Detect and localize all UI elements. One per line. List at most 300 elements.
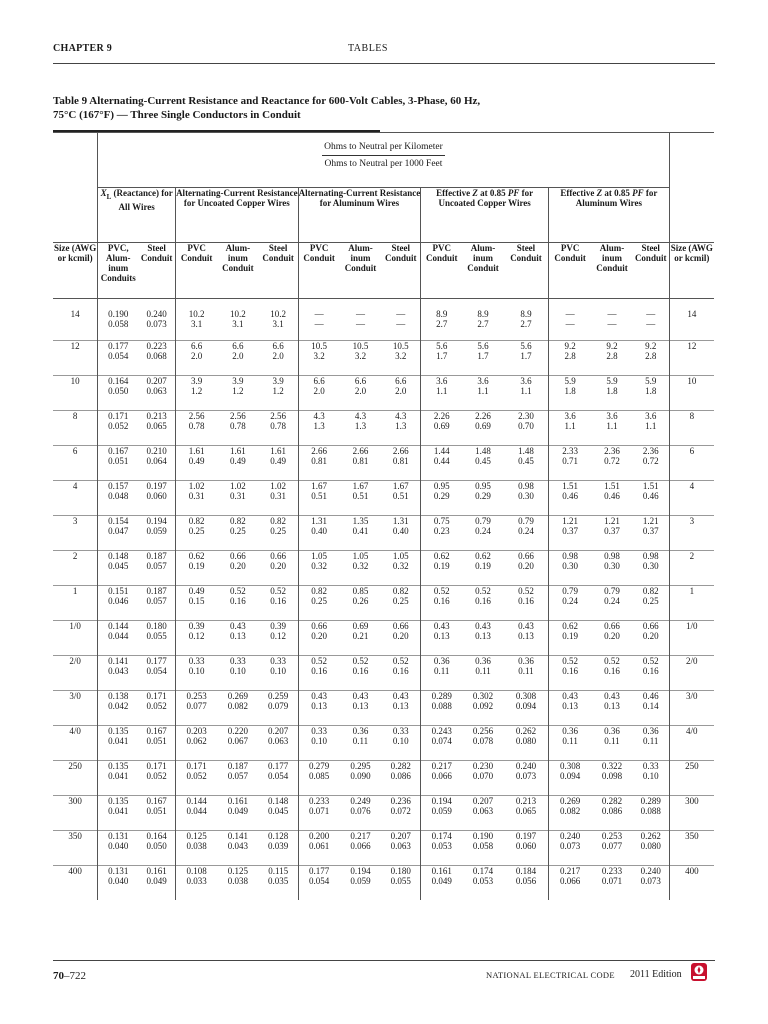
value-per-km: 0.144	[108, 621, 129, 631]
column-header: Alum-inum Conduit	[591, 243, 633, 299]
value-per-km: 0.79	[562, 586, 579, 596]
size-cell: 4	[53, 481, 98, 516]
value-cell	[381, 796, 420, 831]
value-cell	[504, 551, 549, 586]
value-per-km: 0.33	[642, 761, 659, 771]
value-per-km: 0.187	[146, 586, 167, 596]
value-per-km: 2.26	[433, 411, 450, 421]
value-cell	[591, 691, 633, 726]
size-cell: 12	[53, 341, 98, 376]
value-per-kft: 0.059	[350, 876, 371, 886]
value-per-kft: 0.066	[431, 771, 452, 781]
value-per-kft: 0.20	[311, 631, 328, 641]
value-per-km: 1.67	[311, 481, 328, 491]
value-per-km: 0.236	[390, 796, 411, 806]
value-per-kft: 0.37	[562, 526, 579, 536]
table-row	[53, 796, 714, 831]
value-per-km: 0.177	[309, 866, 330, 876]
value-per-km: 0.98	[562, 551, 579, 561]
value-per-km: 3.9	[232, 376, 244, 386]
value-per-kft: 3.2	[313, 351, 325, 361]
column-header: Steel Conduit	[138, 243, 175, 299]
value-per-kft: 0.24	[475, 526, 491, 536]
value-per-kft: 0.088	[431, 701, 452, 711]
value-per-km: 0.36	[518, 656, 534, 666]
value-per-kft: 0.038	[186, 841, 207, 851]
value-per-kft: 0.16	[230, 596, 246, 606]
value-per-kft: 0.16	[392, 666, 409, 676]
xl-symbol: X	[100, 188, 107, 198]
value-per-km: 0.177	[268, 761, 289, 771]
value-per-km: 0.167	[146, 796, 167, 806]
value-per-kft: 0.31	[270, 491, 287, 501]
value-per-kft: 0.46	[562, 491, 579, 501]
value-cell	[298, 831, 340, 866]
value-per-km: 10.2	[230, 309, 246, 319]
value-per-kft: 0.085	[309, 771, 330, 781]
value-per-km: 0.308	[515, 691, 537, 701]
value-cell	[217, 299, 259, 341]
value-per-km: 0.52	[392, 656, 409, 666]
column-header: Alum-inum Conduit	[462, 243, 504, 299]
value-per-kft: 0.13	[562, 701, 579, 711]
value-cell	[176, 299, 218, 341]
value-per-kft: 1.8	[564, 386, 576, 396]
size-cell: 350	[53, 831, 98, 866]
value-per-km: 0.82	[392, 586, 409, 596]
value-per-km: 0.174	[431, 831, 452, 841]
value-cell	[591, 376, 633, 411]
value-per-kft: 0.043	[227, 841, 249, 851]
value-cell	[340, 411, 382, 446]
value-cell	[421, 866, 463, 901]
value-per-kft: 0.45	[518, 456, 534, 466]
value-per-kft: 0.78	[230, 421, 246, 431]
value-per-kft: 0.057	[146, 561, 167, 571]
group-ac-copper: Alternating-Current Resistance for Uncoated Copper Wires	[176, 188, 299, 243]
value-per-km: 3.6	[606, 411, 618, 421]
value-per-kft: 1.7	[436, 351, 448, 361]
value-per-km: 0.240	[640, 866, 661, 876]
value-per-km: 0.190	[108, 309, 129, 319]
value-cell	[217, 831, 259, 866]
value-cell	[98, 691, 139, 726]
value-per-km: 0.164	[108, 376, 129, 386]
value-per-kft: 0.051	[108, 456, 129, 466]
value-per-kft: 0.065	[146, 421, 167, 431]
value-per-kft: 0.092	[472, 701, 494, 711]
value-per-km: 0.128	[268, 831, 289, 841]
value-per-kft: —	[355, 319, 365, 329]
value-cell	[504, 516, 549, 551]
value-per-km: 5.9	[606, 376, 618, 386]
value-cell	[259, 691, 298, 726]
value-cell	[217, 411, 259, 446]
value-per-km: 0.135	[108, 796, 129, 806]
code-name: NATIONAL ELECTRICAL CODE	[486, 970, 615, 980]
value-per-km: 0.125	[227, 866, 249, 876]
value-per-kft: 0.11	[475, 666, 491, 676]
value-cell	[549, 656, 592, 691]
value-per-km: 0.82	[270, 516, 287, 526]
value-per-km: 0.213	[515, 796, 537, 806]
value-per-kft: 0.059	[146, 526, 167, 536]
size-cell: 1	[53, 586, 98, 621]
size-cell-right: 4/0	[669, 726, 714, 761]
value-cell	[259, 726, 298, 761]
value-per-kft: 0.066	[350, 841, 371, 851]
value-per-km: 8.9	[477, 309, 489, 319]
value-per-km: 6.6	[190, 341, 203, 351]
value-per-kft: 0.050	[146, 841, 167, 851]
value-per-kft: 0.076	[350, 806, 371, 816]
value-cell	[340, 796, 382, 831]
value-per-kft: 0.45	[475, 456, 491, 466]
value-per-km: 0.180	[146, 621, 167, 631]
value-per-km: 0.187	[146, 551, 167, 561]
value-per-kft: 0.063	[390, 841, 411, 851]
value-per-kft: 2.7	[436, 319, 448, 329]
value-per-km: 3.6	[477, 376, 489, 386]
value-per-kft: 0.30	[562, 561, 579, 571]
value-per-kft: 0.40	[311, 526, 328, 536]
value-per-km: 5.9	[564, 376, 576, 386]
value-per-kft: 0.043	[108, 666, 129, 676]
value-per-km: 0.98	[518, 481, 534, 491]
value-cell	[176, 411, 218, 446]
value-per-km: 0.253	[601, 831, 623, 841]
value-cell	[549, 481, 592, 516]
value-cell	[549, 446, 592, 481]
value-per-km: 0.62	[433, 551, 450, 561]
value-per-km: 1.51	[642, 481, 659, 491]
group-ez-aluminum: Effective Z at 0.85 PF for Aluminum Wires	[549, 188, 670, 243]
value-per-km: 0.197	[146, 481, 167, 491]
value-per-km: 2.33	[562, 446, 579, 456]
value-cell	[633, 481, 669, 516]
value-per-kft: 0.040	[108, 841, 129, 851]
value-cell	[504, 586, 549, 621]
nfpa-logo-icon	[690, 962, 708, 982]
value-per-kft: 0.073	[515, 771, 537, 781]
value-per-km: 0.259	[268, 691, 289, 701]
value-cell	[340, 481, 382, 516]
value-per-kft: 2.0	[190, 351, 203, 361]
value-cell	[340, 866, 382, 901]
size-cell: 8	[53, 411, 98, 446]
value-per-kft: 0.12	[188, 631, 205, 641]
value-per-km: 0.240	[146, 309, 167, 319]
footer-divider	[53, 960, 715, 961]
value-per-kft: 0.13	[352, 701, 369, 711]
value-per-km: 0.161	[146, 866, 167, 876]
value-per-km: 0.240	[560, 831, 581, 841]
value-per-km: 1.31	[311, 516, 328, 526]
value-cell	[298, 551, 340, 586]
size-cell: 3/0	[53, 691, 98, 726]
value-per-km: 0.256	[472, 726, 494, 736]
value-per-kft: 0.20	[642, 631, 659, 641]
value-per-kft: 0.72	[604, 456, 620, 466]
value-per-km: 0.79	[475, 516, 491, 526]
value-cell	[549, 621, 592, 656]
value-per-kft: 0.20	[230, 561, 246, 571]
value-cell	[176, 656, 218, 691]
value-per-kft: —	[314, 319, 324, 329]
value-per-kft: 0.064	[146, 456, 167, 466]
value-cell	[98, 446, 139, 481]
value-per-km: 3.9	[272, 376, 284, 386]
value-cell	[462, 481, 504, 516]
value-per-km: 0.69	[352, 621, 369, 631]
value-per-kft: 0.11	[434, 666, 450, 676]
value-cell	[504, 376, 549, 411]
size-cell: 4/0	[53, 726, 98, 761]
value-cell	[176, 761, 218, 796]
value-per-kft: 0.71	[562, 456, 579, 466]
group-ez-copper: Effective Z at 0.85 PF for Uncoated Copper Wires	[421, 188, 549, 243]
value-per-km: 0.282	[601, 796, 623, 806]
value-per-kft: 0.044	[108, 631, 129, 641]
value-per-km: 0.43	[562, 691, 579, 701]
value-per-km: 0.223	[146, 341, 167, 351]
value-per-km: 0.82	[642, 586, 659, 596]
value-per-km: 4.3	[313, 411, 325, 421]
value-per-km: 9.2	[645, 341, 657, 351]
xl-label: (Reactance) for All Wires	[113, 188, 173, 212]
value-per-kft: 0.19	[475, 561, 491, 571]
value-per-km: 0.249	[350, 796, 371, 806]
value-cell	[462, 656, 504, 691]
value-per-kft: 0.044	[186, 806, 207, 816]
value-cell	[591, 411, 633, 446]
value-cell	[633, 341, 669, 376]
value-cell	[98, 481, 139, 516]
value-per-km: 0.194	[350, 866, 371, 876]
value-per-kft: 0.088	[640, 806, 661, 816]
value-cell	[504, 726, 549, 761]
value-per-kft: 0.16	[352, 666, 369, 676]
value-per-km: 8.9	[520, 309, 532, 319]
value-cell	[633, 796, 669, 831]
value-cell	[633, 691, 669, 726]
value-per-kft: 0.094	[560, 771, 581, 781]
value-per-km: 0.240	[515, 761, 537, 771]
value-per-km: 0.262	[515, 726, 537, 736]
value-per-km: 1.61	[188, 446, 205, 456]
size-header-right: Size (AWG or kcmil)	[669, 243, 714, 299]
value-cell	[298, 866, 340, 901]
value-per-km: 0.131	[108, 831, 129, 841]
value-per-kft: 0.057	[227, 771, 249, 781]
value-per-kft: —	[396, 319, 406, 329]
value-per-kft: 0.072	[390, 806, 411, 816]
value-per-km: 0.154	[108, 516, 129, 526]
size-cell-right: 1	[669, 586, 714, 621]
value-cell	[591, 481, 633, 516]
resistance-reactance-table	[53, 132, 714, 900]
column-header: Steel Conduit	[259, 243, 298, 299]
value-per-kft: 0.065	[515, 806, 537, 816]
value-per-km: 10.5	[311, 341, 328, 351]
value-per-kft: 0.10	[270, 666, 287, 676]
value-per-km: 5.6	[520, 341, 532, 351]
page-number-bold: 70	[53, 970, 64, 982]
size-cell-right: 8	[669, 411, 714, 446]
value-per-kft: 0.69	[475, 421, 491, 431]
value-per-km: 0.131	[108, 866, 129, 876]
value-per-kft: 0.071	[601, 876, 623, 886]
value-cell	[549, 691, 592, 726]
value-per-kft: 0.033	[186, 876, 207, 886]
table-row	[53, 551, 714, 586]
value-per-kft: 0.061	[309, 841, 330, 851]
value-per-km: 6.6	[232, 341, 244, 351]
value-cell	[549, 831, 592, 866]
value-per-km: 10.5	[352, 341, 369, 351]
table-title: Table 9 Alternating-Current Resistance and Reactance for 600-Volt Cables, 3-Phase, 60 Hz, 75°C (167°F) — Three Single Conductors in Conduit	[53, 95, 481, 121]
value-cell	[138, 726, 175, 761]
value-per-kft: 0.41	[352, 526, 369, 536]
value-per-km: 9.2	[564, 341, 576, 351]
value-per-km: 0.52	[475, 586, 491, 596]
value-cell	[259, 831, 298, 866]
table-row	[53, 516, 714, 551]
value-per-km: 0.66	[230, 551, 246, 561]
value-per-kft: 0.049	[227, 806, 249, 816]
value-per-km: 2.66	[392, 446, 409, 456]
value-per-kft: 0.78	[188, 421, 205, 431]
value-cell	[340, 656, 382, 691]
value-per-km: 0.36	[562, 726, 579, 736]
value-cell	[549, 299, 592, 341]
value-per-kft: 0.12	[270, 631, 287, 641]
value-per-km: 6.6	[313, 376, 325, 386]
value-per-kft: 0.098	[601, 771, 623, 781]
value-per-kft: 0.090	[350, 771, 371, 781]
value-cell	[298, 726, 340, 761]
size-cell-right: 10	[669, 376, 714, 411]
value-per-kft: 0.13	[604, 701, 620, 711]
value-per-kft: 0.077	[186, 701, 207, 711]
value-cell	[633, 299, 669, 341]
value-per-km: 4.3	[395, 411, 407, 421]
value-per-kft: 0.70	[518, 421, 534, 431]
size-cell-right: 350	[669, 831, 714, 866]
value-per-km: 0.148	[108, 551, 129, 561]
value-per-km: 0.243	[431, 726, 452, 736]
value-per-km: 0.308	[560, 761, 581, 771]
value-cell	[591, 761, 633, 796]
value-cell	[504, 656, 549, 691]
value-cell	[259, 586, 298, 621]
value-cell	[176, 691, 218, 726]
value-per-km: 0.282	[390, 761, 411, 771]
value-cell	[217, 481, 259, 516]
value-cell	[340, 516, 382, 551]
value-per-km: 0.171	[146, 761, 167, 771]
value-cell	[504, 446, 549, 481]
value-per-km: 0.82	[230, 516, 246, 526]
value-per-kft: 0.20	[518, 561, 534, 571]
value-cell	[633, 551, 669, 586]
value-per-kft: 0.11	[642, 736, 659, 746]
value-per-kft: 1.3	[395, 421, 407, 431]
value-per-km: 0.194	[431, 796, 452, 806]
value-cell	[462, 726, 504, 761]
value-per-km: 2.26	[475, 411, 491, 421]
value-cell	[421, 656, 463, 691]
value-per-kft: 0.057	[146, 596, 167, 606]
value-per-kft: 0.32	[311, 561, 328, 571]
value-per-kft: 0.31	[188, 491, 205, 501]
value-per-kft: 0.082	[560, 806, 581, 816]
column-header: PVC, Alum-inum Conduits	[98, 243, 139, 299]
chapter-label: CHAPTER 9	[53, 43, 113, 54]
value-cell	[462, 299, 504, 341]
value-per-kft: 0.053	[472, 876, 494, 886]
value-cell	[138, 761, 175, 796]
value-per-km: 0.233	[601, 866, 623, 876]
value-per-kft: 0.13	[392, 701, 409, 711]
value-per-kft: 0.051	[146, 806, 167, 816]
value-per-km: 0.43	[433, 621, 450, 631]
value-per-km: 9.2	[606, 341, 618, 351]
value-per-km: —	[565, 309, 575, 319]
value-cell	[138, 481, 175, 516]
value-per-km: 1.51	[604, 481, 620, 491]
value-per-kft: 0.059	[431, 806, 452, 816]
value-cell	[462, 516, 504, 551]
value-per-km: 1.48	[475, 446, 491, 456]
value-per-kft: 0.19	[562, 631, 579, 641]
table-row	[53, 376, 714, 411]
value-per-km: —	[355, 309, 365, 319]
value-per-kft: 0.073	[146, 319, 167, 329]
value-per-km: 1.67	[392, 481, 409, 491]
value-per-kft: 0.062	[186, 736, 207, 746]
value-per-km: 0.43	[352, 691, 369, 701]
value-per-km: —	[314, 309, 324, 319]
size-header-left: Size (AWG or kcmil)	[53, 243, 98, 299]
value-per-km: 0.33	[392, 726, 409, 736]
value-cell	[217, 341, 259, 376]
group-ac-aluminum: Alternating-Current Resistance for Aluminum Wires	[298, 188, 421, 243]
value-per-kft: 1.1	[606, 421, 618, 431]
size-cell-right: 3/0	[669, 691, 714, 726]
value-cell	[421, 726, 463, 761]
value-cell	[298, 481, 340, 516]
value-cell	[98, 376, 139, 411]
value-per-km: 0.210	[146, 446, 167, 456]
value-per-kft: 0.51	[392, 491, 409, 501]
value-cell	[98, 411, 139, 446]
value-per-km: 0.141	[227, 831, 249, 841]
value-cell	[298, 299, 340, 341]
value-per-km: 0.49	[188, 586, 205, 596]
value-per-kft: 0.11	[352, 736, 369, 746]
value-cell	[421, 831, 463, 866]
value-per-kft: 0.13	[433, 631, 450, 641]
value-per-km: 0.217	[560, 866, 581, 876]
value-per-km: 0.108	[186, 866, 207, 876]
value-per-kft: 2.0	[313, 386, 325, 396]
table-row	[53, 411, 714, 446]
value-cell	[340, 341, 382, 376]
value-per-kft: 0.13	[475, 631, 491, 641]
value-per-kft: 0.32	[392, 561, 409, 571]
value-per-kft: 0.46	[642, 491, 659, 501]
